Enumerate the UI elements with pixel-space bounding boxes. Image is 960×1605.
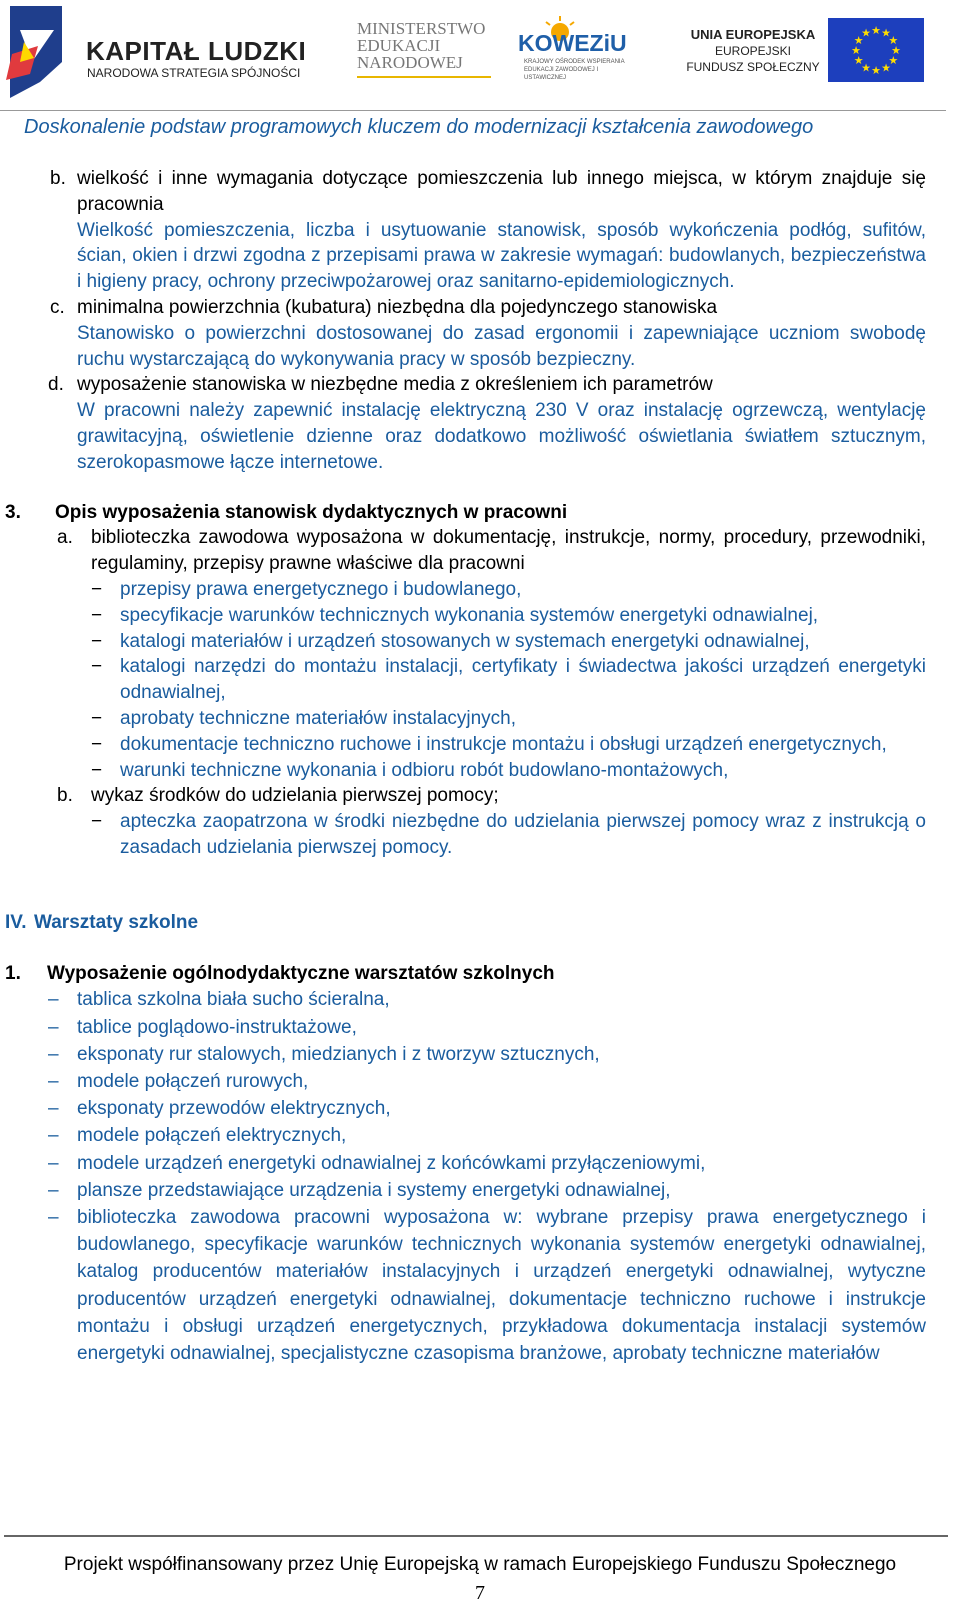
section-c-text: Stanowisko o powierzchni dostosowanej do zasad ergonomii i zapewniające uczniom swobodę ruchu wystarczającą do wykonywania pracy w sposób bezpieczny. [77,322,926,370]
logo1-title: KAPITAŁ LUDZKI [86,36,307,66]
men-line1: MINISTERSTWO [357,19,486,38]
section-d [0,372,926,475]
koweziu-sub1: KRAJOWY OŚRODEK WSPIERANIA [524,59,625,65]
eu-star-icon: ★ [851,45,861,57]
list-item-text: dokumentacje techniczno ruchowe i instrukcje montażu i obsługi urządzeń energetycznych, [120,733,887,755]
bullet-dash: − [91,707,103,729]
header-logos [0,0,960,110]
eu-star-icon: ★ [888,55,899,67]
eu-star-icon: ★ [881,62,891,75]
list-item-text: eksponaty przewodów elektrycznych, [77,1098,391,1120]
section-1-number: 1. [5,962,21,984]
list-item-text: katalogi narzędzi do montażu instalacji, certyfikaty i świadectwa jakości urządzeń energetyki odnawialnej, [120,656,926,704]
list-item [91,758,926,784]
list-item-text: biblioteczka zawodowa pracowni wyposażona w: wybrane przepisy prawa energetycznego i budowlanego, specyfikacje warunków technicznych wykonania systemów energetyki odnawialnej, katalog producentów materiałów instalacyjnych i urządzeń energetyki odnawialnej, wytyczne producentów urządzeń energetyki odnawialnej, dokumentacje techniczno ruchowe i instrukcje montażu i obsługi urządzeń energetycznych, przykładowa dokumentacja instalacji systemów energetyki odnawialnej, specjalistyczne czasopisma branżowe, aprobaty techniczne materiałów [77,1206,926,1364]
bullet-dash: – [48,1098,59,1120]
list-item [91,706,926,732]
item-a-bullets [0,577,926,783]
bullet-dash: – [48,1179,59,1201]
list-item [91,629,926,655]
eu-star-icon: ★ [853,55,864,67]
eu-line3: FUNDUSZ SPOŁECZNY [686,60,820,74]
koweziu-sub2: EDUKACJI ZAWODOWEJ I USTAWICZNEJ [524,67,599,81]
item-b-marker: b. [57,785,73,807]
list-item [48,1041,926,1068]
section-b-heading: wielkość i inne wymagania dotyczące pomieszczenia lub innego miejsca, w którym znajduje się pracownia [77,168,926,215]
section-c [0,295,926,372]
eu-star-icon: ★ [861,27,871,40]
eu-text [683,27,823,75]
list-item [48,1122,926,1149]
list-item [91,603,926,629]
list-item-text: modele połączeń elektrycznych, [77,1125,347,1147]
section-d-marker: d. [48,374,64,396]
list-item [48,1014,926,1041]
list-item-text: warunki techniczne wykonania i odbioru robót budowlano-montażowych, [120,759,729,781]
list-item [91,809,926,861]
eu-star-icon: ★ [853,35,864,47]
list-item-text: apteczka zaopatrzona w środki niezbędne do udzielania pierwszej pomocy wraz z instrukcją o zasadach udzielania pierwszej pomocy. [120,811,926,858]
eu-star-icon: ★ [888,35,899,47]
header-divider [0,110,946,111]
logo1-subtitle: NARODOWA STRATEGIA SPÓJNOŚCI [87,66,301,80]
bullet-dash: – [48,989,59,1011]
bullet-dash: − [91,604,103,626]
list-item-text: katalogi materiałów i urządzeń stosowanych w systemach energetyki odnawialnej, [120,630,810,652]
list-item-text: modele urządzeń energetyki odnawialnej z końcówkami przyłączeniowymi, [77,1152,706,1174]
bullet-dash: – [48,1152,59,1174]
list-item-text: aprobaty techniczne materiałów instalacyjnych, [120,707,517,729]
eu-star-icon: ★ [891,45,901,57]
list-item [91,577,926,603]
section-c-heading: minimalna powierzchnia (kubatura) niezbędna dla pojedynczego stanowiska [77,296,718,318]
men-line3: NARODOWEJ [357,53,463,72]
list-item [48,1177,926,1204]
section-1-title: Wyposażenie ogólnodydaktyczne warsztatów szkolnych [47,962,555,984]
item-b-heading: wykaz środków do udzielania pierwszej pomocy; [91,785,499,807]
list-item [91,654,926,706]
eu-star-icon: ★ [861,62,871,75]
list-item [48,1068,926,1095]
eu-line1: UNIA EUROPEJSKA [690,27,816,42]
list-item-text: tablica szkolna biała sucho ścieralna, [77,989,390,1011]
document-body [0,166,960,1367]
section-d-heading: wyposażenie stanowiska w niezbędne media z określeniem ich parametrów [77,374,713,396]
list-item-text: specyfikacje warunków technicznych wykonania systemów energetyki odnawialnej, [120,604,819,626]
page-number: 7 [475,1582,485,1604]
eu-star-icon: ★ [871,25,881,37]
section-3-heading [0,500,960,526]
list-item [91,732,926,758]
bullet-dash: − [91,630,103,652]
bullet-dash: – [48,1206,59,1228]
section-d-text: W pracowni należy zapewnić instalację elektryczną 230 V oraz instalację ogrzewczą, wentylację grawitacyjną, oświetlenie dzienne oraz dodatkowo możliwość oświetlania światłem sztucznym, szerokopasmowe łącze internetowe. [77,400,926,473]
bullet-dash: − [91,656,103,678]
item-b-bullets [0,809,926,861]
eu-star-icon: ★ [871,65,881,77]
document-subtitle: Doskonalenie podstaw programowych kluczem do modernizacji kształcenia zawodowego [24,116,814,138]
bullet-dash: – [48,1043,59,1065]
item-a-marker: a. [57,527,73,549]
section-b-text: Wielkość pomieszczenia, liczba i usytuowanie stanowisk, sposób wykończenia podłóg, sufitów, ścian, okien i drzwi zgodna z przepisami prawa w zakresie wymagań: budowlanych, bezpieczeństwa i higieny pracy, ochrony przeciwpożarowej oraz sanitarno-epidemiologicznych. [77,219,926,293]
list-item-text: tablice poglądowo-instruktażowe, [77,1016,357,1038]
list-item [48,1095,926,1122]
footer-divider [4,1535,948,1537]
eu-star-icon: ★ [881,27,891,40]
list-item-text: plansze przedstawiające urządzenia i systemy energetyki odnawialnej, [77,1179,671,1201]
bullet-dash: – [48,1070,59,1092]
kapital-ludzki-logo-icon [2,2,72,102]
list-item-text: przepisy prawa energetycznego i budowlanego, [120,578,522,600]
section-3-item-a [0,525,926,577]
men-line2: EDUKACJI [357,36,441,55]
section-c-marker: c. [50,296,65,318]
bullet-dash: – [48,1125,59,1147]
footer-text: Projekt współfinansowany przez Unię Europejską w ramach Europejskiego Funduszu Społecznego [63,1554,897,1575]
item-a-heading: biblioteczka zawodowa wyposażona w dokumentację, instrukcje, normy, procedury, przewodniki, regulaminy, przepisy prawne właściwe dla pracowni [91,527,926,575]
section-1-heading [0,961,960,987]
bullet-dash: − [91,811,103,833]
section-iv-heading [0,910,960,936]
men-logo [357,20,485,71]
list-item-text: modele połączeń rurowych, [77,1070,309,1092]
bullet-dash: − [91,733,103,755]
section-3-item-b [0,783,926,809]
list-item-text: eksponaty rur stalowych, miedzianych i z tworzyw sztucznych, [77,1043,600,1065]
section-iv-number: IV. [5,911,27,933]
section-3-number: 3. [5,501,21,523]
list-item [48,986,926,1013]
section-b-marker: b. [50,168,66,189]
bullet-dash: − [91,578,103,600]
list-item [48,1204,926,1367]
koweziu-name: KOWEZiU [518,30,627,56]
men-underline [357,76,491,78]
bullet-dash: – [48,1016,59,1038]
section-b [0,166,926,295]
list-item [48,1150,926,1177]
eu-line2: EUROPEJSKI [714,44,792,58]
koweziu-sub [524,58,634,82]
eu-flag-icon [828,18,924,82]
section-1-bullets [0,986,926,1367]
section-3-title: Opis wyposażenia stanowisk dydaktycznych w pracowni [55,501,568,523]
section-iv-title: Warsztaty szkolne [34,911,199,933]
bullet-dash: − [91,759,103,781]
